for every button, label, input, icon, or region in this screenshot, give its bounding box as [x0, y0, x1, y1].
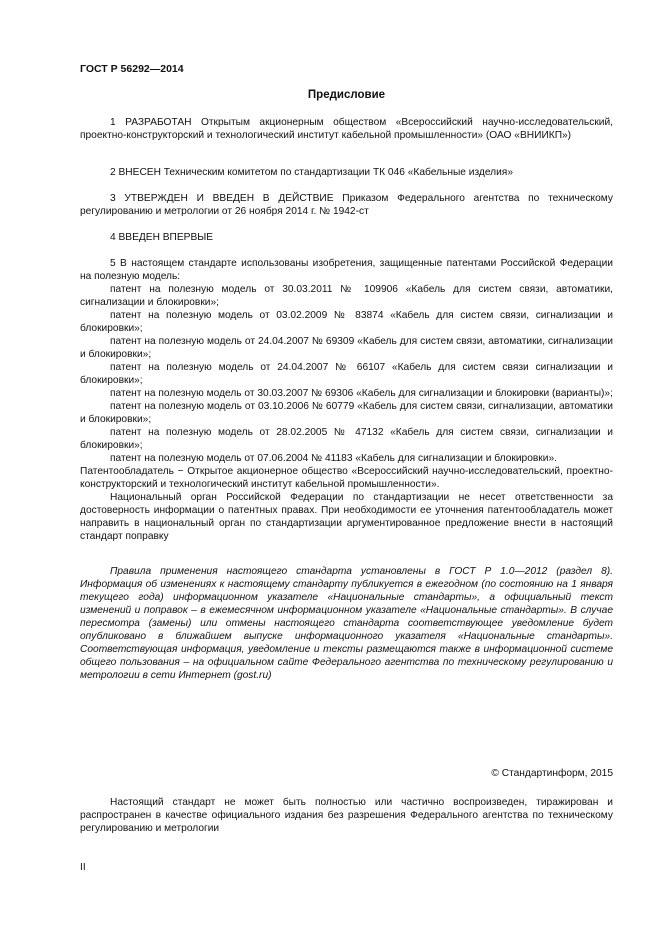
document-header: ГОСТ Р 56292—2014	[80, 63, 184, 75]
patent-holder: Патентообладатель − Открытое акционерное общество «Всероссийский научно-исследовательский, проектно-конструкторский и технологический институт кабельной промышленности».	[80, 466, 613, 490]
item-1-developed: 1 РАЗРАБОТАН Открытым акционерным обществом «Всероссийский научно-исследовательский, проектно-конструкторский и технологический институт кабельной промышленности» (ОАО «ВНИИКП»)	[80, 117, 613, 141]
patent-item: патент на полезную модель от 03.02.2009 № 83874 «Кабель для систем связи, сигнализации и блокировки»;	[80, 310, 613, 334]
item-5-patents-block	[80, 257, 613, 543]
patent-item: патент на полезную модель от 24.04.2007 № 69309 «Кабель для систем связи, автоматики, сигнализации и блокировки»;	[80, 336, 613, 360]
patent-item: патент на полезную модель от 07.06.2004 № 41183 «Кабель для сигнализации и блокировки».	[110, 453, 557, 464]
patent-item: патент на полезную модель от 30.03.2011 № 109906 «Кабель для систем связи, автоматики, сигнализации и блокировки»;	[80, 284, 613, 308]
page-number: II	[80, 862, 86, 873]
patent-disclaimer: Национальный орган Российской Федерации по стандартизации не несет ответственности за достоверность информации о патентных правах. При необходимости ее уточнения патентообладатель может направить в национальный орган по стандартизации аргументированное предложение внести в настоящий стандарт поправку	[80, 492, 613, 542]
item-4-first-introduced: 4 ВВЕДЕН ВПЕРВЫЕ	[110, 232, 214, 243]
page-title: Предисловие	[307, 89, 386, 101]
patents-intro: 5 В настоящем стандарте использованы изобретения, защищенные патентами Российской Федерации на полезную модель:	[80, 258, 613, 282]
item-2-introduced: 2 ВНЕСЕН Техническим комитетом по стандартизации ТК 046 «Кабельные изделия»	[110, 167, 513, 178]
reproduction-notice: Настоящий стандарт не может быть полностью или частично воспроизведен, тиражирован и распространен в качестве официального издания без разрешения Федерального агентства по техническому регулированию и метрологии	[80, 797, 613, 834]
item-3-approved: 3 УТВЕРЖДЕН И ВВЕДЕН В ДЕЙСТВИЕ Приказом Федерального агентства по техническому регулированию и метрологии от 26 ноября 2014 г. № 1942-ст	[80, 193, 613, 217]
patent-item: патент на полезную модель от 28.02.2005 № 47132 «Кабель для систем связи, сигнализации и блокировки»;	[80, 427, 613, 451]
patent-item: патент на полезную модель от 24.04.2007 № 66107 «Кабель для систем связи сигнализации и блокировки»;	[80, 362, 613, 386]
usage-notice: Правила применения настоящего стандарта установлены в ГОСТ Р 1.0—2012 (раздел 8). Информация об изменениях к настоящему стандарту публикуется в ежегодном (по состоянию на 1 января текущего года) информационном указателе «Национальные стандарты», а официальный текст изменений и поправок – в ежемесячном информационном указателе «Национальные стандарты». В случае пересмотра (замены) или отмены настоящего стандарта соответствующее уведомление будет опубликовано в ближайшем выпуске информационного указателя «Национальные стандарты». Соответствующая информация, уведомление и тексты размещаются также в информационной системе общего пользования – на официальном сайте Федерального агентства по техническому регулированию и метрологии в сети Интернет (gost.ru)	[80, 566, 613, 681]
patent-item: патент на полезную модель от 30.03.2007 № 69306 «Кабель для сигнализации и блокировки (варианты)»;	[110, 388, 613, 399]
copyright-line: © Стандартинформ, 2015	[491, 768, 613, 779]
patent-item: патент на полезную модель от 03.10.2006 № 60779 «Кабель для систем связи, сигнализации, автоматики и блокировки»;	[80, 401, 613, 425]
